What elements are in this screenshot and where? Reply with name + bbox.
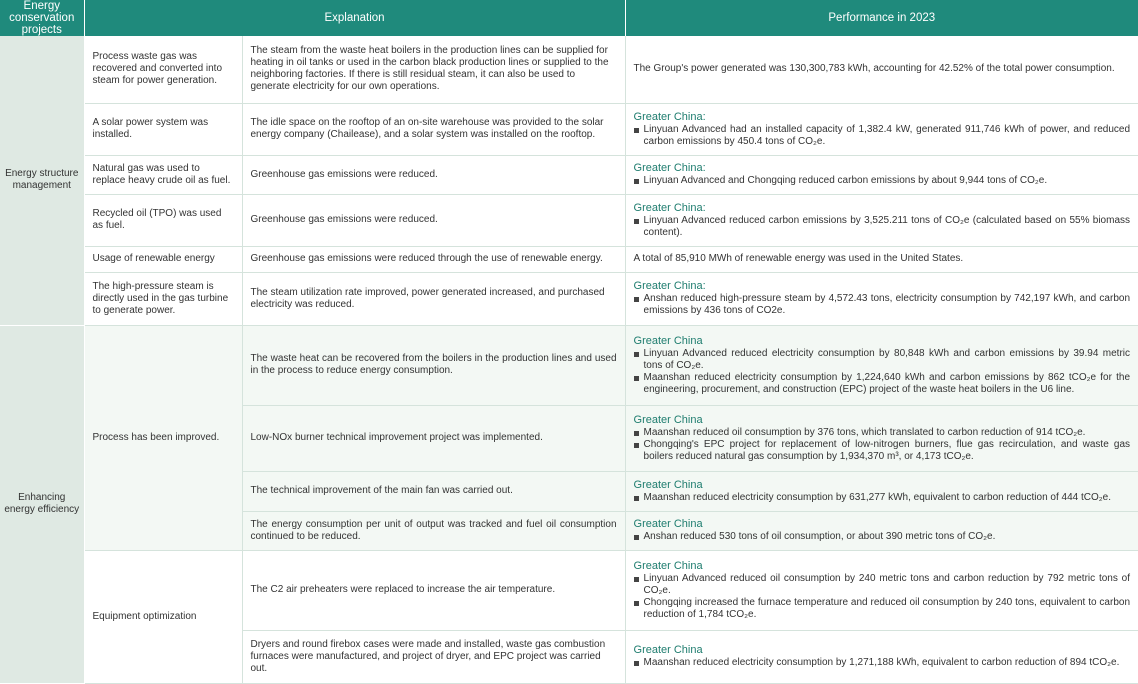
table-row — [0, 246, 1138, 272]
bullet-item: Maanshan reduced oil consumption by 376 tons, which translated to carbon reduction of 914 tCO₂e. — [634, 427, 1131, 439]
bullet-list — [634, 175, 1131, 187]
bullet-item: Linyuan Advanced and Chongqing reduced carbon emissions by about 9,944 tons of CO₂e. — [634, 175, 1131, 187]
explanation-cell: The idle space on the rooftop of an on-site warehouse was provided to the solar energy company (Chailease), and a solar system was installed on the rooftop. — [242, 103, 625, 155]
performance-cell: The Group's power generated was 130,300,783 kWh, accounting for 42.52% of the total power consumption. — [625, 36, 1138, 103]
explanation-cell: Dryers and round firebox cases were made and installed, waste gas combustion furnaces were manufactured, and project of dryer, and EPC project was carried out. — [242, 630, 625, 683]
project-cell: Natural gas was used to replace heavy crude oil as fuel. — [84, 155, 242, 194]
bullet-item: Maanshan reduced electricity consumption by 1,224,640 kWh and carbon emissions by 862 tCO₂e for the engineering, procurement, and construction (EPC) project of the waste heat boilers in the U6 line. — [634, 372, 1131, 396]
performance-cell — [625, 194, 1138, 246]
region-label: Greater China — [633, 478, 703, 491]
explanation-cell: Greenhouse gas emissions were reduced through the use of renewable energy. — [242, 246, 625, 272]
bullet-item: Chongqing's EPC project for replacement of low-nitrogen burners, flue gas recirculation, and waste gas boilers reduced natural gas consumption by 1,934,370 m³, or 4,173 tCO₂e. — [634, 439, 1131, 463]
explanation-cell: The C2 air preheaters were replaced to increase the air temperature. — [242, 550, 625, 630]
bullet-item: Anshan reduced 530 tons of oil consumption, or about 390 metric tons of CO₂e. — [634, 531, 1131, 543]
category-efficiency: Enhancing energy efficiency — [0, 325, 84, 683]
explanation-cell: Low-NOx burner technical improvement project was implemented. — [242, 405, 625, 471]
bullet-list — [634, 657, 1131, 669]
category-energy-structure: Energy structure management — [0, 36, 84, 325]
performance-cell — [625, 471, 1138, 511]
bullet-item: Anshan reduced high-pressure steam by 4,572.43 tons, electricity consumption by 742,197 kWh, and carbon emissions by 436 tons of CO2e. — [634, 293, 1131, 317]
table-row — [0, 155, 1138, 194]
performance-cell — [625, 155, 1138, 194]
bullet-list — [634, 348, 1131, 396]
project-cell: Process has been improved. — [84, 325, 242, 550]
bullet-list — [634, 492, 1131, 504]
performance-cell — [625, 325, 1138, 405]
bullet-list — [634, 293, 1131, 317]
table-row — [0, 325, 1138, 405]
table-row — [0, 194, 1138, 246]
bullet-item: Maanshan reduced electricity consumption by 1,271,188 kWh, equivalent to carbon reduction of 894 tCO₂e. — [634, 657, 1131, 669]
region-label: Greater China — [633, 413, 703, 426]
bullet-list — [634, 215, 1131, 239]
header-explanation: Explanation — [84, 0, 625, 36]
performance-cell — [625, 272, 1138, 325]
bullet-list — [634, 531, 1131, 543]
bullet-item: Linyuan Advanced reduced oil consumption by 240 metric tons and carbon reduction by 792 metric tons of CO₂e. — [634, 573, 1131, 597]
performance-cell: A total of 85,910 MWh of renewable energy was used in the United States. — [625, 246, 1138, 272]
explanation-cell: The steam from the waste heat boilers in the production lines can be supplied for heating in oil tanks or used in the carbon black production lines or supplied to the neighboring factories. If there is still residual steam, it can also be used to generate electricity for our own operations. — [242, 36, 625, 103]
project-cell: Equipment optimization — [84, 550, 242, 683]
bullet-item: Linyuan Advanced had an installed capacity of 1,382.4 kW, generated 911,746 kWh of power, and reduced carbon emissions by 450.4 tons of CO₂e. — [634, 124, 1131, 148]
explanation-cell: The waste heat can be recovered from the boilers in the production lines and used in the process to reduce energy consumption. — [242, 325, 625, 405]
explanation-cell: The steam utilization rate improved, power generated increased, and purchased electricity was reduced. — [242, 272, 625, 325]
table-row — [0, 272, 1138, 325]
bullet-item: Linyuan Advanced reduced carbon emissions by 3,525.211 tons of CO₂e (calculated based on 55% biomass content). — [634, 215, 1131, 239]
project-cell: A solar power system was installed. — [84, 103, 242, 155]
region-label: Greater China: — [633, 280, 706, 292]
bullet-item: Chongqing increased the furnace temperature and reduced oil consumption by 240 tons, equivalent to carbon reduction of 1,784 tCO₂e. — [634, 597, 1131, 621]
region-label: Greater China — [633, 334, 703, 347]
bullet-item: Maanshan reduced electricity consumption by 631,277 kWh, equivalent to carbon reduction of 444 tCO₂e. — [634, 492, 1131, 504]
performance-cell — [625, 405, 1138, 471]
header-performance: Performance in 2023 — [625, 0, 1138, 36]
project-cell: Recycled oil (TPO) was used as fuel. — [84, 194, 242, 246]
region-label: Greater China: — [633, 201, 706, 214]
region-label: Greater China: — [633, 110, 706, 123]
project-cell: The high-pressure steam is directly used in the gas turbine to generate power. — [84, 272, 242, 325]
region-label: Greater China — [633, 644, 703, 656]
table-row — [0, 103, 1138, 155]
explanation-cell: The energy consumption per unit of output was tracked and fuel oil consumption continued to be reduced. — [242, 511, 625, 550]
project-cell: Process waste gas was recovered and converted into steam for power generation. — [84, 36, 242, 103]
table-header-row — [0, 0, 1138, 36]
region-label: Greater China: — [633, 162, 706, 174]
performance-cell — [625, 103, 1138, 155]
performance-cell — [625, 630, 1138, 683]
header-projects: Energy conservation projects — [0, 0, 84, 36]
bullet-list — [634, 573, 1131, 621]
performance-cell — [625, 550, 1138, 630]
table-row — [0, 550, 1138, 630]
bullet-item: Linyuan Advanced reduced electricity consumption by 80,848 kWh and carbon emissions by 39.94 metric tons of CO₂e. — [634, 348, 1131, 372]
explanation-cell: Greenhouse gas emissions were reduced. — [242, 155, 625, 194]
explanation-cell: The technical improvement of the main fan was carried out. — [242, 471, 625, 511]
bullet-list — [634, 124, 1131, 148]
project-cell: Usage of renewable energy — [84, 246, 242, 272]
bullet-list — [634, 427, 1131, 463]
region-label: Greater China — [633, 559, 703, 572]
table-row — [0, 36, 1138, 103]
performance-cell — [625, 511, 1138, 550]
region-label: Greater China — [633, 518, 703, 530]
explanation-cell: Greenhouse gas emissions were reduced. — [242, 194, 625, 246]
